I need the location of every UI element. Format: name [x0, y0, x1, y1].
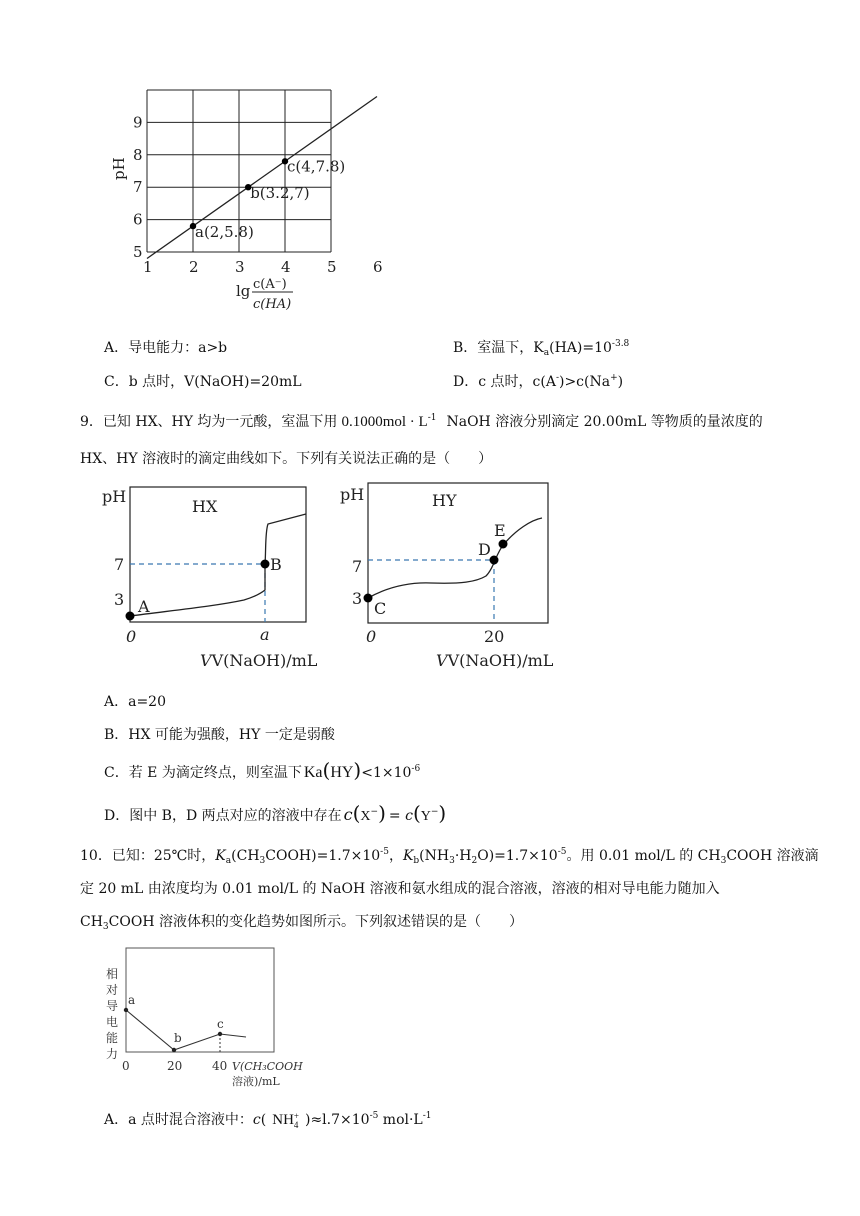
conductivity-chart [100, 946, 303, 1094]
svg-text:能: 能 [106, 1031, 119, 1045]
q8-option-d: D．c 点时，c(A-)>c(Na+) [453, 373, 624, 390]
y-tick-label: 6 [133, 210, 143, 229]
data-point-label: c(4,7.8) [287, 157, 346, 176]
q9-option-a: A．a=20 [104, 694, 167, 710]
tick-40: 40 [212, 1059, 228, 1073]
hx-point-a [126, 612, 135, 621]
label-a: a [128, 993, 136, 1007]
q9-option-b: B．HX 可能为强酸，HY 一定是弱酸 [104, 727, 335, 743]
y-axis-label: pH [110, 157, 128, 180]
x-label-line1: V(CH₃COOH [232, 1060, 303, 1073]
data-point-label: a(2,5.8) [195, 223, 254, 242]
hy-tick-20: 20 [484, 627, 505, 646]
x-tick-label: 3 [235, 258, 245, 276]
svg-text:导: 导 [106, 999, 119, 1013]
hx-label-a: A [138, 597, 150, 616]
x-tick-label: 4 [281, 258, 291, 276]
hy-origin: 0 [366, 627, 377, 646]
hx-tick-7: 7 [114, 555, 125, 574]
hx-x-label: VV(NaOH)/mL [200, 651, 318, 670]
y-tick-label: 8 [133, 145, 143, 164]
x-axis-label-denominator: c(HA) [253, 297, 292, 312]
hy-tick-7: 7 [352, 557, 363, 576]
series-line [147, 96, 377, 258]
x-axis-label-numerator: c(A⁻) [253, 277, 287, 292]
q10-stem-line1: 10．已知：25℃时，$K_a(CH_3COOH)=1.7\times 10^{-5}$，$K_b(NH_3\cdot H_2O)=1.7\times 10^{-5}$。用 0.01 mol/L 的 $CH_3COOH$ 溶液滴 [80, 847, 819, 866]
q10-stem-line3: $CH_3COOH$ 溶液体积的变化趋势如图所示。下列叙述错误的是（ ） [80, 914, 523, 932]
point-b [172, 1048, 176, 1052]
svg-text:力: 力 [106, 1047, 119, 1061]
y-tick-label: 7 [133, 178, 143, 197]
q8-option-b: B．室温下，$K_a(HA)=10^{-3.8}$ [453, 339, 630, 358]
svg-text:对: 对 [106, 983, 119, 997]
conductivity-line [126, 1010, 246, 1050]
hx-tick-a: a [260, 625, 270, 644]
q9-stem-line1: 9．已知 HX、HY 均为一元酸，室温下用 $0.1000mol \cdot L^{-1}$ NaOH 溶液分别滴定 20.00mL 等物质的量浓度的 [80, 413, 763, 430]
q10-option-a: A．a 点时混合溶液中：c( NH + 4 )$\approx l.7\times 10^{-5}$ $mol\cdot L^{-1}$ [104, 1110, 432, 1130]
x-axis-label-prefix: lg [236, 282, 251, 300]
data-point-label: b(3.2,7) [250, 184, 310, 203]
hy-tick-3: 3 [352, 589, 363, 608]
hy-label-d: D [478, 540, 491, 559]
tick-20: 20 [167, 1059, 183, 1073]
hy-y-label: pH [340, 485, 365, 504]
ph-ratio-chart [95, 82, 395, 322]
hy-point-c [364, 594, 373, 603]
label-b: b [174, 1031, 182, 1045]
q9-stem-line2: HX、HY 溶液时的滴定曲线如下。下列有关说法正确的是（ ） [80, 451, 493, 467]
hy-label-c: C [374, 599, 387, 618]
hy-titration-chart [336, 478, 566, 674]
hx-y-label: pH [102, 487, 127, 506]
hx-titration-chart [96, 482, 326, 672]
hy-x-label: VV(NaOH)/mL [436, 651, 554, 670]
hy-label-e: E [494, 521, 506, 540]
y-tick-label: 5 [133, 243, 143, 261]
x-tick-label: 2 [189, 258, 199, 276]
q10-stem-line2: 定 20 mL 由浓度均为 0.01 mol/L 的 NaOH 溶液和氨水组成的混合溶液，溶液的相对导电能力随加入 [80, 881, 720, 897]
q8-option-a: A．导电能力：a>b [104, 340, 228, 356]
point-a [124, 1008, 128, 1012]
hy-point-e [499, 540, 508, 549]
q9-option-c: C．若 E 为滴定终点，则室温下 $Ka(HY)<1\times 10^{-6}$ [104, 758, 421, 782]
hy-curve [368, 518, 542, 598]
svg-text:相: 相 [106, 967, 119, 981]
q9-option-d: D．图中 B，D 两点对应的溶液中存在 c(X−) = c(Y−) [104, 801, 447, 825]
hx-origin: 0 [126, 627, 137, 646]
hy-title: HY [432, 491, 457, 510]
y-axis-label [106, 966, 118, 1061]
hx-label-b: B [270, 555, 282, 574]
point-c [218, 1032, 222, 1036]
hy-point-d [490, 556, 499, 565]
x-tick-label: 5 [327, 258, 337, 276]
hx-tick-3: 3 [114, 590, 125, 609]
q8-option-c: C．b 点时，V(NaOH)=20mL [104, 374, 302, 390]
y-tick-label: 9 [133, 113, 143, 132]
hx-point-b [261, 560, 270, 569]
x-tick-label: 1 [143, 258, 153, 276]
label-c: c [217, 1017, 224, 1031]
hx-title: HX [192, 497, 218, 516]
x-label-line2: 溶液)/mL [232, 1075, 280, 1088]
x-tick-label: 6 [373, 258, 383, 276]
svg-text:电: 电 [106, 1015, 119, 1029]
tick-0: 0 [122, 1059, 130, 1073]
